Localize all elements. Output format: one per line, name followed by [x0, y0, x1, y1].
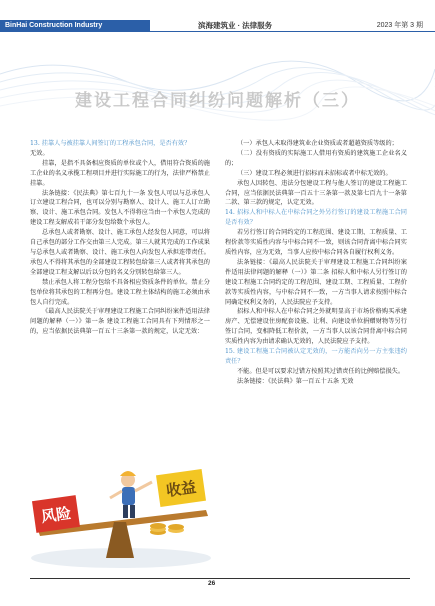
paragraph: 《最高人民法院关于审理建设工程施工合同纠纷案件适用法律问题的解释（一）》第一条 建设工程施工合同具有下列情形之一的，应当依据民法典第一百五十三条第一款的规定，认定无效：: [30, 308, 210, 336]
paragraph: （三）建设工程必须进行招标而未招标或者中标无效的。: [237, 169, 392, 177]
paragraph: 若另行签订的合同约定的工程范围、建设工期、工程质量、工程价款等实质性内容与中标合同不一致，则该合同背离中标合同实质性内容，应为无效，当事人应按中标合同各自履行权利义务。: [225, 229, 407, 256]
paragraph: 招标人和中标人在中标合同之外就明显高于市场价格购买承建房产、无偿建设住房配套设施、让利、向建设单位捐赠财物等另行签订合同，变相降低工程价款，一方当事人以该合同背离中标合同实质性内容为由请求确认无效的，人民法院应予支持。: [225, 308, 407, 346]
paragraph: （一）承包人未取得建筑业企业资质或者超越资质等级的；: [237, 140, 398, 147]
profit-block: [156, 469, 206, 507]
paragraph: （二）没有资质的实际施工人借用有资质的建筑施工企业名义的；: [225, 149, 407, 167]
paragraph: 不能。但是可以要求过错方按照其过错责任的比例赔偿损失。: [237, 367, 405, 375]
article-title: 建设工程合同纠纷问题解析（三）: [75, 91, 360, 111]
paragraph: 挂靠，是指不具备相应资质的单位或个人，借用符合资质的施工企业的名义承揽工程项目并进行实际施工的行为，法律严格禁止挂靠。: [30, 159, 210, 187]
paragraph: 法条链接：《民法典》第七百九十一条 发包人可以与总承包人订立建设工程合同，也可以分别与勘察人、设计人、施工人订立勘察、设计、施工承包合同。发包人不得将应当由一个承包人完成的建设工程支解成若干部分发包给数个承包人。: [30, 189, 210, 227]
page-number: 26: [208, 580, 216, 587]
question-heading: 13. 挂靠人与被挂靠人间签订的工程承包合同，是否有效？: [30, 140, 191, 147]
risk-label: 风险: [40, 503, 73, 526]
paragraph: 法条链接：《民法典》第一百五十五条 无效: [237, 377, 354, 385]
paragraph: 承包人因转包、违法分包建设工程与他人签订的建设工程施工合同，应当依据民法典第一百五十三条第一款及第七百九十一条第二款、第三款的规定，认定无效。: [225, 179, 407, 207]
paragraph: 无效。: [30, 149, 49, 157]
header-rule: [0, 31, 435, 32]
paragraph: 总承包人或者勘察、设计、施工承包人经发包人同意，可以将自己承包的部分工作交由第三人完成。第三人就其完成的工作成果与总承包人或者勘察、设计、施工承包人向发包人承担连带责任。承包人不得将其承包的全部建设工程转包给第三人或者将其承包的全部建设工程支解以后以分包的名义分别转包给第三人。: [30, 229, 210, 276]
right-column: [225, 139, 407, 387]
left-column: [30, 139, 210, 337]
footer-rule: [30, 578, 410, 579]
header-section-title: 滨海建筑业 · 法律服务: [198, 21, 273, 30]
header-issue: 2023 年第 3 期: [376, 22, 423, 29]
header-left-band: [0, 20, 150, 31]
risk-vs-profit-illustration: [30, 458, 212, 572]
question-heading: 15. 建设工程施工合同被认定无效的，一方能否向另一方主张违约责任？: [225, 348, 407, 365]
question-heading: 14. 招标人和中标人在中标合同之外另行签订的建设工程施工合同是否有效？: [225, 209, 407, 227]
profit-label: 收益: [165, 477, 198, 500]
header-magazine-name: BinHai Construction Industry: [5, 22, 103, 29]
paragraph: 法条链接：《最高人民法院关于审理建设工程施工合同纠纷案件适用法律问题的解释（一）》第二条 招标人和中标人另行签订的建设工程施工合同约定的工程范围、建设工期、工程质量、工程价款等实质性内容，与中标合同不一致，一方当事人请求按照中标合同确定权利义务的，人民法院应予支持。: [225, 258, 407, 306]
paragraph: 禁止承包人将工程分包给不具备相应资质条件的单位。禁止分包单位将其承包的工程再分包。建设工程主体结构的施工必须由承包人自行完成。: [30, 278, 210, 306]
risk-block: [32, 495, 80, 533]
page-header: [0, 0, 435, 30]
